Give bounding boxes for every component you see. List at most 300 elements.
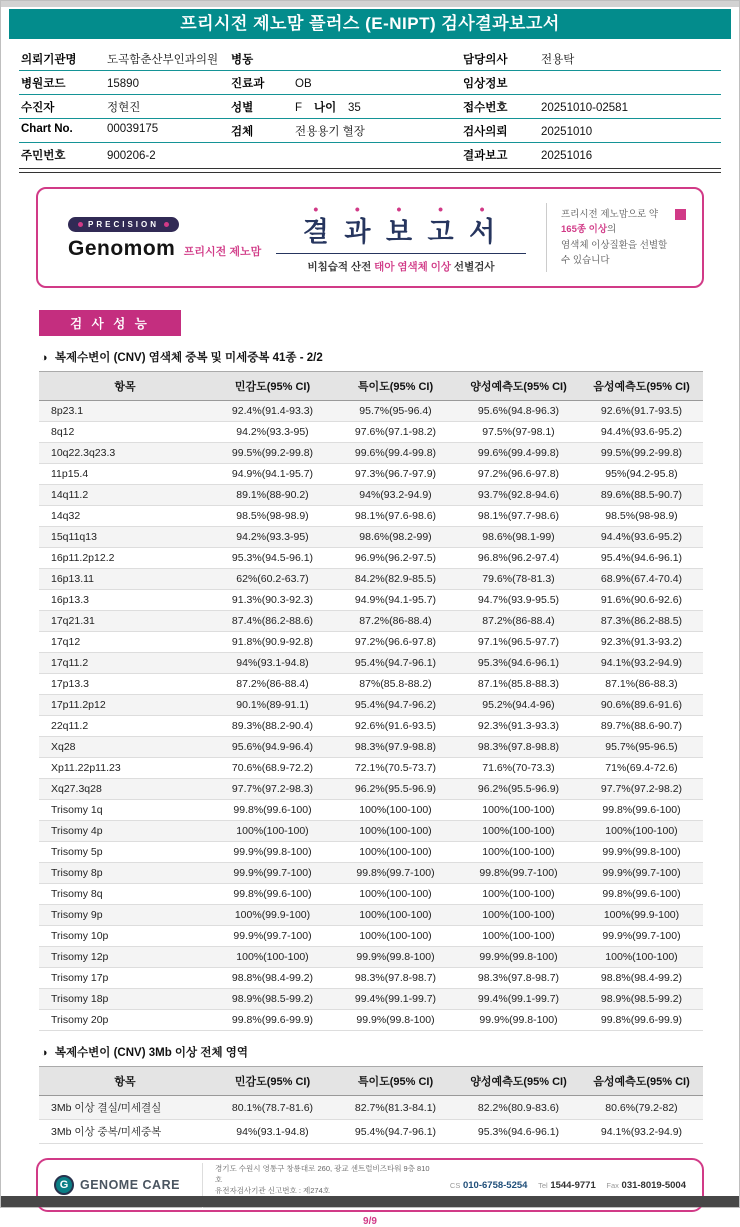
table-row	[39, 569, 703, 590]
value-cell: 96.2%(95.5-96.9)	[457, 779, 580, 800]
value-cell: 98.3%(97.9-98.8)	[334, 737, 457, 758]
value-cell: 99.4%(99.1-99.7)	[334, 989, 457, 1010]
info-row	[19, 119, 721, 143]
item-cell: 8q12	[39, 422, 211, 443]
value-cell: 100%(100-100)	[580, 821, 703, 842]
value-cell: 94%(93.2-94.9)	[334, 485, 457, 506]
value-cell: 98.8%(98.4-99.2)	[211, 968, 334, 989]
table-header-row	[39, 372, 703, 401]
value-cell: 89.7%(88.6-90.7)	[580, 716, 703, 737]
field-label: 나이	[314, 102, 337, 114]
value-cell: 99.8%(99.7-100)	[457, 863, 580, 884]
value-cell: 70.6%(68.9-72.2)	[211, 758, 334, 779]
item-cell: 3Mb 이상 중복/미세중복	[39, 1120, 211, 1144]
item-cell: Trisomy 10p	[39, 926, 211, 947]
info-subcell	[314, 102, 361, 114]
value-cell: 87.1%(85.8-88.3)	[457, 674, 580, 695]
value-cell: 92.3%(91.3-93.2)	[580, 632, 703, 653]
value-cell: 99.8%(99.6-100)	[211, 884, 334, 905]
value-cell: 98.9%(98.5-99.2)	[580, 989, 703, 1010]
field-value: 전용용기 혈장	[295, 126, 365, 138]
note-text: 프리시전 제노맘으로 약	[561, 209, 659, 221]
field-label: Chart No.	[21, 123, 73, 135]
info-cell	[231, 123, 463, 139]
item-cell: Trisomy 20p	[39, 1010, 211, 1031]
value-cell: 89.1%(88-90.2)	[211, 485, 334, 506]
column-header: 양성예측도(95% CI)	[457, 1067, 580, 1096]
value-cell: 94%(93.1-94.8)	[211, 1120, 334, 1144]
value-cell: 97.7%(97.2-98.3)	[211, 779, 334, 800]
column-header: 양성예측도(95% CI)	[457, 372, 580, 401]
banner-title: 결 과 보 고 서	[302, 217, 500, 247]
item-cell: 15q11q13	[39, 527, 211, 548]
value-cell: 100%(99.9-100)	[211, 905, 334, 926]
table-row	[39, 905, 703, 926]
subtitle-accent: 태아 염색체 이상	[374, 261, 452, 273]
value-cell: 98.5%(98-98.9)	[580, 506, 703, 527]
note-accent: 165종 이상	[561, 224, 608, 236]
table-row	[39, 674, 703, 695]
item-cell: Xq27.3q28	[39, 779, 211, 800]
info-cell	[463, 51, 719, 67]
info-cell	[21, 99, 231, 115]
field-value: 20251010	[541, 126, 593, 138]
report-title: 프리시전 제노맘 플러스 (E-NIPT) 검사결과보고서	[180, 14, 560, 33]
table-row	[39, 653, 703, 674]
value-cell: 98.3%(97.8-98.8)	[457, 737, 580, 758]
value-cell: 97.2%(96.6-97.8)	[334, 632, 457, 653]
value-cell: 100%(100-100)	[334, 926, 457, 947]
value-cell: 100%(100-100)	[457, 842, 580, 863]
table-row	[39, 968, 703, 989]
info-cell	[231, 147, 463, 163]
value-cell: 92.6%(91.6-93.5)	[334, 716, 457, 737]
dot-icon	[78, 222, 83, 227]
value-cell: 99.8%(99.6-99.9)	[580, 1010, 703, 1031]
value-cell: 91.3%(90.3-92.3)	[211, 590, 334, 611]
half-circle-icon: ◑	[41, 352, 48, 364]
value-cell: 94.9%(94.1-95.7)	[211, 464, 334, 485]
field-label: 의뢰기관명	[21, 54, 77, 66]
item-cell: 17q11.2	[39, 653, 211, 674]
report-header	[9, 9, 731, 39]
value-cell: 87%(85.8-88.2)	[334, 674, 457, 695]
divider-double-line	[19, 168, 721, 173]
info-cell	[463, 123, 719, 139]
table-row	[39, 1096, 703, 1120]
field-value: 35	[348, 102, 361, 114]
value-cell: 95.7%(95-96.4)	[334, 401, 457, 422]
precision-label: PRECISION	[88, 220, 160, 229]
value-cell: 94.4%(93.6-95.2)	[580, 422, 703, 443]
field-label: 담당의사	[463, 54, 508, 66]
value-cell: 94.1%(93.2-94.9)	[580, 653, 703, 674]
table-row	[39, 548, 703, 569]
value-cell: 95%(94.2-95.8)	[580, 464, 703, 485]
field-label: 성별	[231, 102, 254, 114]
value-cell: 97.6%(97.1-98.2)	[334, 422, 457, 443]
genomecare-logo	[54, 1175, 190, 1195]
banner-note	[546, 203, 688, 272]
value-cell: 95.6%(94.9-96.4)	[211, 737, 334, 758]
value-cell: 99.9%(99.8-100)	[457, 947, 580, 968]
item-cell: 17q12	[39, 632, 211, 653]
value-cell: 98.3%(97.8-98.7)	[334, 968, 457, 989]
note-text: 의	[607, 224, 617, 236]
field-label: 결과보고	[463, 150, 508, 162]
value-cell: 97.1%(96.5-97.7)	[457, 632, 580, 653]
value-cell: 99.9%(99.8-100)	[334, 947, 457, 968]
value-cell: 92.6%(91.7-93.5)	[580, 401, 703, 422]
table-row	[39, 443, 703, 464]
value-cell: 94.9%(94.1-95.7)	[334, 590, 457, 611]
item-cell: 17p11.2p12	[39, 695, 211, 716]
table-row	[39, 800, 703, 821]
value-cell: 82.2%(80.9-83.6)	[457, 1096, 580, 1120]
value-cell: 99.8%(99.6-99.9)	[211, 1010, 334, 1031]
table-row	[39, 737, 703, 758]
cnv-3mb-table	[39, 1066, 703, 1144]
value-cell: 94.2%(93.3-95)	[211, 422, 334, 443]
brand-line	[68, 237, 270, 261]
value-cell: 99.9%(99.8-100)	[334, 1010, 457, 1031]
field-value: 00039175	[107, 123, 159, 135]
column-header: 특이도(95% CI)	[334, 372, 457, 401]
accent-square-icon	[675, 209, 686, 220]
item-cell: Trisomy 12p	[39, 947, 211, 968]
banner-subtitle	[270, 259, 532, 274]
value-cell: 97.7%(97.2-98.2)	[580, 779, 703, 800]
value-cell: 99.5%(99.2-99.8)	[580, 443, 703, 464]
note-line: 염색체 이상질환을 선별할 수 있습니다	[561, 239, 668, 266]
table-row	[39, 863, 703, 884]
patient-info	[19, 47, 721, 166]
table-row	[39, 716, 703, 737]
info-cell	[463, 75, 719, 91]
column-header: 민감도(95% CI)	[211, 372, 334, 401]
field-label: 임상정보	[463, 78, 508, 90]
value-cell: 100%(100-100)	[457, 905, 580, 926]
value-cell: 91.8%(90.9-92.8)	[211, 632, 334, 653]
table-body	[39, 1096, 703, 1144]
table-row	[39, 947, 703, 968]
value-cell: 94.7%(93.9-95.5)	[457, 590, 580, 611]
field-value: 정현진	[107, 102, 141, 114]
footer-contact	[442, 1180, 686, 1191]
value-cell: 92.4%(91.4-93.3)	[211, 401, 334, 422]
value-cell: 100%(100-100)	[334, 905, 457, 926]
value-cell: 98.1%(97.7-98.6)	[457, 506, 580, 527]
info-cell	[21, 51, 231, 67]
value-cell: 99.9%(99.8-100)	[211, 842, 334, 863]
table-row	[39, 842, 703, 863]
item-cell: 22q11.2	[39, 716, 211, 737]
value-cell: 94.4%(93.6-95.2)	[580, 527, 703, 548]
item-cell: Trisomy 17p	[39, 968, 211, 989]
value-cell: 84.2%(82.9-85.5)	[334, 569, 457, 590]
table1-caption	[41, 349, 739, 365]
value-cell: 100%(100-100)	[580, 947, 703, 968]
value-cell: 95.3%(94.6-96.1)	[457, 1120, 580, 1144]
value-cell: 87.2%(86-88.4)	[211, 674, 334, 695]
info-cell	[463, 147, 719, 163]
value-cell: 95.6%(94.8-96.3)	[457, 401, 580, 422]
column-header: 음성예측도(95% CI)	[580, 372, 703, 401]
value-cell: 99.9%(99.7-100)	[580, 926, 703, 947]
value-cell: 99.8%(99.6-100)	[211, 800, 334, 821]
item-cell: Trisomy 4p	[39, 821, 211, 842]
value-cell: 91.6%(90.6-92.6)	[580, 590, 703, 611]
field-value: 전용탁	[541, 54, 575, 66]
field-value: F	[295, 102, 303, 114]
fax-number: 031-8019-5004	[621, 1179, 686, 1191]
value-cell: 95.3%(94.6-96.1)	[457, 653, 580, 674]
table1-caption-text: 복제수변이 (CNV) 염색체 중복 및 미세중복 41종 - 2/2	[54, 352, 323, 364]
value-cell: 79.6%(78-81.3)	[457, 569, 580, 590]
value-cell: 99.5%(99.2-99.8)	[211, 443, 334, 464]
value-cell: 87.2%(86-88.4)	[334, 611, 457, 632]
value-cell: 99.9%(99.8-100)	[580, 842, 703, 863]
field-label: 검사의뢰	[463, 126, 508, 138]
info-cell	[21, 123, 231, 139]
page-number: 9/9	[363, 1216, 377, 1227]
item-cell: Xp11.22p11.23	[39, 758, 211, 779]
item-cell: 17q21.31	[39, 611, 211, 632]
value-cell: 87.2%(86-88.4)	[457, 611, 580, 632]
item-cell: Trisomy 1q	[39, 800, 211, 821]
table-row	[39, 926, 703, 947]
field-label: 접수번호	[463, 102, 508, 114]
value-cell: 94.1%(93.2-94.9)	[580, 1120, 703, 1144]
field-label: 병원코드	[21, 78, 66, 90]
table-row	[39, 611, 703, 632]
info-cell	[463, 99, 719, 115]
info-cell	[21, 75, 231, 91]
value-cell: 99.8%(99.7-100)	[334, 863, 457, 884]
info-row	[19, 71, 721, 95]
table-row	[39, 401, 703, 422]
value-cell: 100%(100-100)	[457, 800, 580, 821]
table-row	[39, 1010, 703, 1031]
item-cell: 10q22.3q23.3	[39, 443, 211, 464]
field-value: 15890	[107, 78, 139, 90]
info-cell	[231, 99, 463, 115]
banner-title-block	[270, 201, 532, 274]
field-label: 진료과	[231, 78, 265, 90]
subtitle-text: 비침습적 산전	[307, 261, 375, 273]
value-cell: 100%(100-100)	[334, 842, 457, 863]
value-cell: 95.7%(95-96.5)	[580, 737, 703, 758]
value-cell: 98.8%(98.4-99.2)	[580, 968, 703, 989]
value-cell: 99.9%(99.7-100)	[211, 863, 334, 884]
item-cell: 14q32	[39, 506, 211, 527]
value-cell: 98.5%(98-98.9)	[211, 506, 334, 527]
field-value: 20251016	[541, 150, 593, 162]
item-cell: Trisomy 9p	[39, 905, 211, 926]
table-row	[39, 758, 703, 779]
table-body	[39, 401, 703, 1031]
value-cell: 97.5%(97-98.1)	[457, 422, 580, 443]
value-cell: 93.7%(92.8-94.6)	[457, 485, 580, 506]
section-badge-label: 검 사 성 능	[70, 317, 150, 331]
value-cell: 87.3%(86.2-88.5)	[580, 611, 703, 632]
value-cell: 94%(93.1-94.8)	[211, 653, 334, 674]
table-row	[39, 695, 703, 716]
half-circle-icon: ◑	[41, 1047, 48, 1059]
item-cell: Trisomy 8p	[39, 863, 211, 884]
field-label: 병동	[231, 54, 254, 66]
value-cell: 82.7%(81.3-84.1)	[334, 1096, 457, 1120]
table-row	[39, 485, 703, 506]
genomecare-logo-text: GENOME CARE	[80, 1178, 180, 1192]
value-cell: 95.4%(94.7-96.2)	[334, 695, 457, 716]
table-row	[39, 464, 703, 485]
item-cell: Trisomy 18p	[39, 989, 211, 1010]
table2-caption	[41, 1044, 739, 1060]
value-cell: 99.4%(99.1-99.7)	[457, 989, 580, 1010]
item-cell: 11p15.4	[39, 464, 211, 485]
table-row	[39, 821, 703, 842]
table-row	[39, 1120, 703, 1144]
precision-badge	[68, 217, 179, 232]
fax-label: Fax	[606, 1180, 619, 1190]
value-cell: 100%(99.9-100)	[580, 905, 703, 926]
value-cell: 95.4%(94.7-96.1)	[334, 653, 457, 674]
value-cell: 99.9%(99.7-100)	[580, 863, 703, 884]
info-cell	[21, 147, 231, 163]
value-cell: 99.8%(99.6-100)	[580, 884, 703, 905]
cs-number: 010-6758-5254	[462, 1179, 528, 1191]
value-cell: 100%(100-100)	[457, 926, 580, 947]
info-cell	[231, 51, 463, 67]
table2-caption-text: 복제수변이 (CNV) 3Mb 이상 전체 영역	[54, 1047, 248, 1059]
column-header: 민감도(95% CI)	[211, 1067, 334, 1096]
section-badge	[39, 310, 181, 336]
tel-number: 1544-9771	[550, 1179, 596, 1191]
value-cell: 87.4%(86.2-88.6)	[211, 611, 334, 632]
value-cell: 100%(100-100)	[211, 947, 334, 968]
value-cell: 100%(100-100)	[457, 884, 580, 905]
item-cell: 16p13.3	[39, 590, 211, 611]
dot-icon	[164, 222, 169, 227]
value-cell: 71.6%(70-73.3)	[457, 758, 580, 779]
brand-name: Genomom	[68, 237, 176, 260]
item-cell: Xq28	[39, 737, 211, 758]
value-cell: 99.9%(99.8-100)	[457, 1010, 580, 1031]
table-row	[39, 527, 703, 548]
value-cell: 99.9%(99.7-100)	[211, 926, 334, 947]
result-banner	[36, 187, 704, 288]
value-cell: 80.1%(78.7-81.6)	[211, 1096, 334, 1120]
item-cell: 8p23.1	[39, 401, 211, 422]
title-underline	[276, 253, 526, 254]
table-row	[39, 590, 703, 611]
value-cell: 98.1%(97.6-98.6)	[334, 506, 457, 527]
value-cell: 80.6%(79.2-82)	[580, 1096, 703, 1120]
genomecare-logo-icon: G	[54, 1175, 74, 1195]
value-cell: 89.3%(88.2-90.4)	[211, 716, 334, 737]
value-cell: 87.1%(86-88.3)	[580, 674, 703, 695]
value-cell: 97.2%(96.6-97.8)	[457, 464, 580, 485]
item-cell: 16p11.2p12.2	[39, 548, 211, 569]
field-value: 도곡함춘산부인과의원	[107, 54, 219, 66]
field-value: OB	[295, 78, 312, 90]
value-cell: 90.6%(89.6-91.6)	[580, 695, 703, 716]
table-row	[39, 989, 703, 1010]
info-cell	[231, 75, 463, 91]
value-cell: 95.2%(94.4-96)	[457, 695, 580, 716]
value-cell: 98.6%(98.2-99)	[334, 527, 457, 548]
value-cell: 68.9%(67.4-70.4)	[580, 569, 703, 590]
field-value: 20251010-02581	[541, 102, 628, 114]
value-cell: 96.8%(96.2-97.4)	[457, 548, 580, 569]
item-cell: 3Mb 이상 결실/미세결실	[39, 1096, 211, 1120]
column-header: 항목	[39, 1067, 211, 1096]
top-strip	[1, 1, 739, 7]
table-row	[39, 506, 703, 527]
bottom-bar	[1, 1196, 739, 1207]
value-cell: 100%(100-100)	[334, 800, 457, 821]
brand-korean: 프리시전 제노맘	[183, 246, 262, 258]
value-cell: 98.6%(98.1-99)	[457, 527, 580, 548]
cs-label: CS	[449, 1180, 461, 1190]
table-row	[39, 884, 703, 905]
column-header: 음성예측도(95% CI)	[580, 1067, 703, 1096]
item-cell: 17p13.3	[39, 674, 211, 695]
column-header: 항목	[39, 372, 211, 401]
value-cell: 95.3%(94.5-96.1)	[211, 548, 334, 569]
item-cell: 16p13.11	[39, 569, 211, 590]
tel-label: Tel	[538, 1180, 548, 1190]
item-cell: Trisomy 5p	[39, 842, 211, 863]
value-cell: 99.6%(99.4-99.8)	[334, 443, 457, 464]
subtitle-text: 선별검사	[451, 261, 495, 273]
value-cell: 92.3%(91.3-93.3)	[457, 716, 580, 737]
value-cell: 90.1%(89-91.1)	[211, 695, 334, 716]
value-cell: 95.4%(94.6-96.1)	[580, 548, 703, 569]
value-cell: 96.2%(95.5-96.9)	[334, 779, 457, 800]
note-line	[561, 207, 670, 237]
value-cell: 72.1%(70.5-73.7)	[334, 758, 457, 779]
value-cell: 99.6%(99.4-99.8)	[457, 443, 580, 464]
item-cell: Trisomy 8q	[39, 884, 211, 905]
footer-license: 유전자검사기관 신고번호 : 제274호	[214, 1186, 330, 1195]
column-header: 특이도(95% CI)	[334, 1067, 457, 1096]
field-label: 수진자	[21, 102, 55, 114]
value-cell: 95.4%(94.7-96.1)	[334, 1120, 457, 1144]
field-value: 900206-2	[107, 150, 156, 162]
cnv-duplication-table	[39, 371, 703, 1031]
table-row	[39, 632, 703, 653]
value-cell: 98.3%(97.8-98.7)	[457, 968, 580, 989]
value-cell: 62%(60.2-63.7)	[211, 569, 334, 590]
info-row	[19, 143, 721, 166]
value-cell: 71%(69.4-72.6)	[580, 758, 703, 779]
item-cell: 14q11.2	[39, 485, 211, 506]
field-label: 주민번호	[21, 150, 66, 162]
value-cell: 98.9%(98.5-99.2)	[211, 989, 334, 1010]
info-row	[19, 95, 721, 119]
value-cell: 100%(100-100)	[334, 821, 457, 842]
table-row	[39, 779, 703, 800]
field-label: 검체	[231, 126, 254, 138]
table-row	[39, 422, 703, 443]
brand-block	[52, 214, 270, 261]
table-header-row	[39, 1067, 703, 1096]
value-cell: 97.3%(96.7-97.9)	[334, 464, 457, 485]
value-cell: 100%(100-100)	[334, 884, 457, 905]
value-cell: 99.8%(99.6-100)	[580, 800, 703, 821]
